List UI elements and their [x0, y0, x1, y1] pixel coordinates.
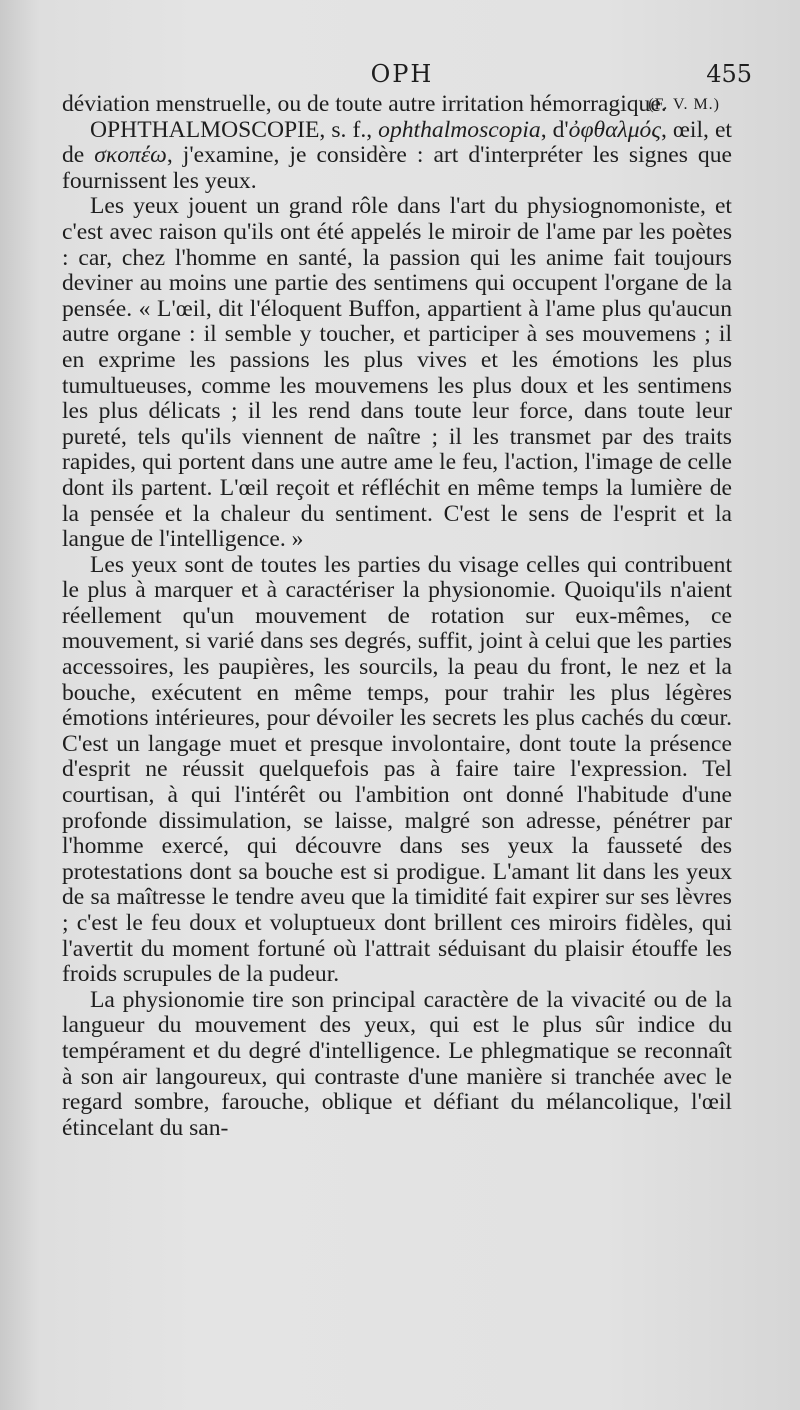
entry-greek-term-2: σκοπέω — [94, 142, 167, 169]
running-head: OPH — [370, 60, 434, 88]
paragraph-eyes-role: Les yeux jouent un grand rôle dans l'art du physiognomoniste, et c'est avec raison qu'ils ont été appelés le miroir de l'ame par les poètes : car, chez l'homme en santé, la passion qui les anime fait toujours deviner au moins une partie des sentimens qui occupent l'organe de la pensée. « L'œil, dit l'éloquent Buffon, appartient à l'ame plus qu'aucun autre organe : il semble y toucher, et participer à ses mouvemens ; il en exprime les passions les plus vives et les émotions les plus tumultueuses, comme les mouvemens les plus doux et les sentimens les plus délicats ; il les rend dans toute leur force, dans toute leur pureté, tels qu'ils viennent de naître ; il les transmet par des traits rapides, qui portent dans une autre ame le feu, l'action, l'image de celle dont ils partent. L'œil reçoit et réfléchit en même temps la lumière de la pensée et la chaleur du sentiment. C'est le sens de l'esprit et la langue de l'intelligence. » — [62, 193, 732, 553]
page-number: 455 — [706, 60, 752, 88]
entry-latin-term: ophthalmoscopia — [378, 116, 541, 143]
entry-etymology-part-2: , œil, et de — [62, 116, 732, 169]
entry-headword: OPHTHALMOSCOPIE — [90, 116, 320, 143]
paragraph-physiognomy: La physionomie tire son principal caractère de la vivacité ou de la langueur du mouvement des yeux, qui est le plus sûr indice du tempérament et du degré d'intelligence. Le phlegmatique se reconnaît à son air langoureux, qui contraste d'une manière si tranchée avec le regard sombre, farouche, oblique et défiant du mélancolique, l'œil étincelant du san- — [62, 986, 732, 1141]
entry-greek-term-1: ὀφθαλμός — [568, 116, 661, 143]
entry-definition: , j'examine, je considère : art d'interpréter les signes que fournissent les yeux. — [62, 142, 732, 194]
entry-grammar: , s. f., — [319, 116, 379, 143]
dictionary-entry — [62, 118, 732, 195]
author-initials: (F. V. M.) — [648, 96, 720, 113]
body-text — [62, 92, 732, 1141]
entry-etymology-part-1: , d' — [540, 116, 569, 143]
continued-paragraph: déviation menstruelle, ou de toute autre irritation hémorragique. — [62, 91, 667, 117]
paragraph-eyes-features: Les yeux sont de toutes les parties du visage celles qui contribuent le plus à marquer et à caractériser la physionomie. Quoiqu'ils n'aient réellement qu'un mouvement de rotation sur eux-mêmes, ce mouvement, si varié dans ses degrés, suffit, joint à celui que les parties accessoires, les paupières, les sourcils, la peau du front, le nez et la bouche, exécutent en même temps, pour trahir les plus légères émotions intérieures, pour dévoiler les secrets les plus cachés du cœur. C'est un langage muet et presque involontaire, dont toute la présence d'esprit ne réussit quelquefois pas à faire taire l'expression. Tel courtisan, à qui l'intérêt ou l'ambition ont donné l'habitude d'une profonde dissimulation, se laisse, malgré son adresse, pénétrer par l'homme exercé, qui découvre dans ses yeux la fausseté des protestations dont sa bouche est si prodigue. L'amant lit dans les yeux de sa maîtresse le tendre aveu que la timidité fait expirer sur ses lèvres ; c'est le feu doux et voluptueux dont brillent ces miroirs fidèles, qui l'avertit du moment fortuné où l'attrait séduisant du plaisir étouffe les froids scrupules de la pudeur. — [62, 551, 732, 988]
